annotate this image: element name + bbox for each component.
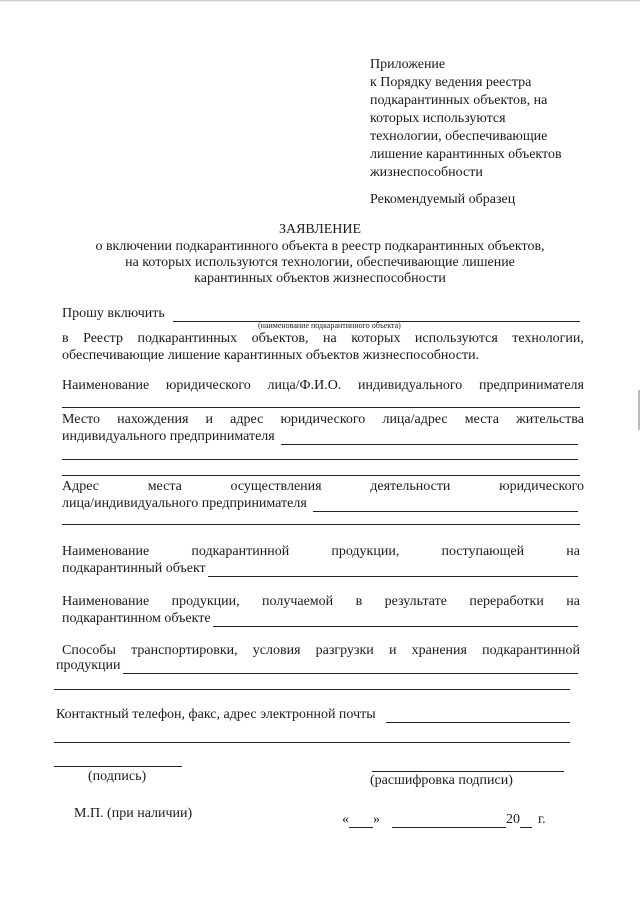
- contacts-row: [56, 707, 570, 723]
- signature-caption: (подпись): [88, 769, 147, 784]
- transport-row: [56, 658, 578, 674]
- appendix-line: подкарантинных объектов, на: [370, 93, 548, 108]
- appendix-line: технологии, обеспечивающие: [370, 129, 548, 144]
- appendix-line: лишение карантинных объектов: [370, 147, 562, 162]
- activity-label-cont: лица/индивидуального предпринимателя: [62, 496, 307, 511]
- contacts-field-extra[interactable]: [54, 742, 570, 743]
- signature-decoding-caption: (расшифровка подписи): [370, 773, 513, 788]
- date-month-field[interactable]: [392, 815, 506, 828]
- request-label: Прошу включить: [62, 306, 165, 321]
- date-year-suffix: г.: [538, 812, 546, 827]
- date-open-quote: «: [342, 812, 349, 827]
- seal-label: М.П. (при наличии): [74, 806, 193, 821]
- legal-name-label: Наименование юридического лица/Ф.И.О. индивидуального предпринимателя: [62, 378, 584, 393]
- appendix-line: которых используются: [370, 111, 506, 126]
- date-year-prefix: 20: [506, 812, 520, 827]
- location-field-extra[interactable]: [62, 475, 580, 476]
- signature-field[interactable]: [54, 766, 182, 767]
- incoming-products-label-cont: подкарантинный объект: [62, 561, 206, 576]
- incoming-products-label: Наименование подкарантинной продукции, поступающей на: [62, 544, 580, 559]
- request-text-line: в Реестр подкарантинных объектов, на которых используются технологии,: [62, 331, 584, 346]
- activity-address-field-extra[interactable]: [62, 524, 580, 525]
- document-subtitle: на которых используются технологии, обеспечивающие лишение: [125, 255, 515, 270]
- legal-name-field[interactable]: [62, 407, 580, 408]
- sample-note: Рекомендуемый образец: [370, 192, 516, 207]
- transport-label-cont: продукции: [56, 658, 121, 673]
- transport-label: Способы транспортировки, условия разгрузки и хранения подкарантинной: [62, 643, 580, 658]
- appendix-line: Приложение: [370, 57, 446, 72]
- activity-address-row: [62, 496, 578, 512]
- transport-field[interactable]: [123, 661, 579, 674]
- appendix-line: жизнеспособности: [370, 165, 483, 180]
- object-name-row: [62, 306, 580, 322]
- processed-products-label: Наименование продукции, получаемой в результате переработки на: [62, 594, 580, 609]
- date-close-quote: »: [373, 812, 380, 827]
- processed-products-label-cont: подкарантинном объекте: [62, 611, 211, 626]
- contacts-label: Контактный телефон, факс, адрес электронной почты: [56, 707, 376, 722]
- location-label: Место нахождения и адрес юридического лица/адрес места жительства: [62, 412, 584, 427]
- location-field-extra[interactable]: [62, 459, 578, 460]
- object-name-caption: (наименование подкарантинного объекта): [258, 321, 401, 330]
- scan-top-edge: [0, 0, 640, 2]
- date-field: [342, 812, 546, 828]
- transport-field-extra[interactable]: [54, 689, 570, 690]
- incoming-products-field[interactable]: [208, 564, 578, 577]
- location-label-cont: индивидуального предпринимателя: [62, 429, 275, 444]
- activity-address-field[interactable]: [313, 499, 578, 512]
- document-subtitle: о включении подкарантинного объекта в реестр подкарантинных объектов,: [95, 239, 545, 254]
- location-row: [62, 429, 578, 445]
- incoming-products-row: [62, 561, 578, 577]
- processed-products-field[interactable]: [213, 614, 578, 627]
- appendix-line: к Порядку ведения реестра: [370, 75, 532, 90]
- activity-address-label: Адрес места осуществления деятельности юридического: [62, 479, 584, 494]
- document-title: ЗАЯВЛЕНИЕ: [278, 222, 362, 237]
- date-year-field[interactable]: [520, 815, 532, 828]
- processed-products-row: [62, 611, 578, 627]
- location-field[interactable]: [281, 432, 578, 445]
- document-subtitle: карантинных объектов жизнеспособности: [194, 271, 446, 286]
- contacts-field[interactable]: [386, 710, 570, 723]
- request-text-line: обеспечивающие лишение карантинных объектов жизнеспособности.: [62, 348, 480, 363]
- signature-decoding-field[interactable]: [372, 771, 564, 772]
- date-day-field[interactable]: [349, 815, 373, 828]
